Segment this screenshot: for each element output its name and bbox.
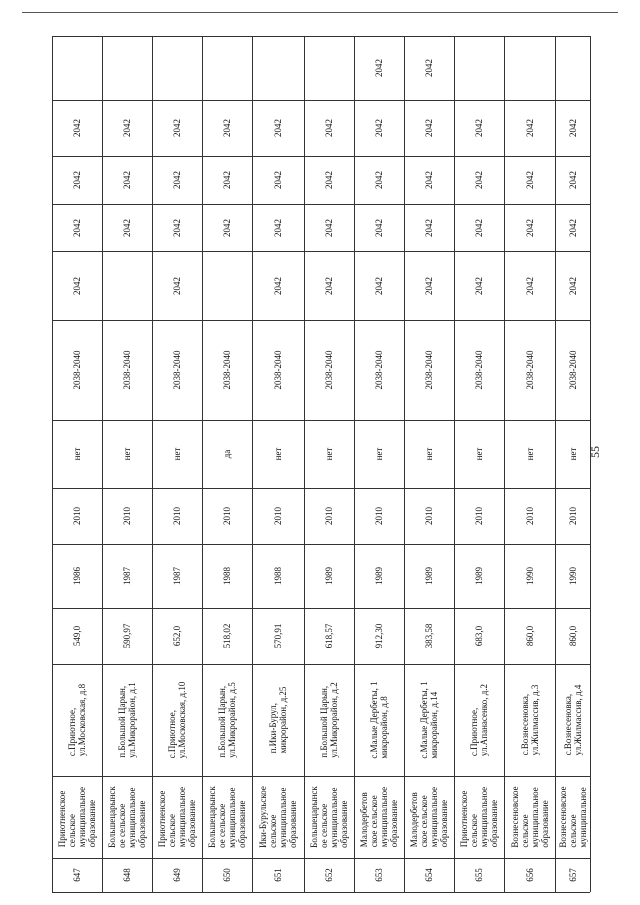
cell-text: 860,0 [567,625,578,647]
cell-year_a [202,488,252,544]
cell-mo [304,776,354,858]
cell-text: нет [374,447,384,461]
cell-y4 [202,100,252,156]
cell-text: нет [72,447,82,461]
cell-period [102,320,152,420]
cell-text: 2038-2040 [122,350,132,390]
cell-text: 2010 [374,507,384,525]
cell-y3 [304,156,354,204]
cell-y5 [504,36,555,100]
cell-y5 [152,36,202,100]
cell-y2 [102,204,152,251]
cell-text: 2042 [374,171,384,189]
cell-text: 1990 [524,567,535,585]
cell-text: с.Малые Дербеты, 1 микрорайон, д.14 [419,681,439,759]
cell-flag [555,420,590,488]
cell-mo [152,776,202,858]
cell-text: 2042 [222,218,232,237]
cell-year_a [152,488,202,544]
cell-y4 [102,100,152,156]
cell-text: 1987 [122,567,132,585]
cell-y2 [202,204,252,251]
cell-area [555,608,590,664]
cell-y3 [152,156,202,204]
cell-text: 2042 [273,218,283,237]
cell-text: 590,97 [122,623,132,649]
cell-period [304,320,354,420]
cell-n [404,858,454,892]
cell-text: нет [424,447,434,461]
cell-text: с.Приютное, ул.Московская, д.8 [67,683,87,757]
cell-text: 2042 [273,171,283,189]
cell-y1 [202,251,252,320]
cell-year_built [354,544,404,608]
top-rule [22,12,618,13]
cell-area [504,608,555,664]
cell-text: 2042 [424,171,434,189]
cell-text: 2042 [474,276,484,295]
cell-text: 2042 [567,276,578,295]
cell-n [152,858,202,892]
cell-text: 2042 [324,119,334,137]
cell-text: Ики-Бурульское сельское муниципальное образование [258,786,298,848]
cell-y5 [454,36,504,100]
cell-text: с.Вознесеновка, ул.Жилмассив, д.3 [519,684,540,756]
cell-text: 2042 [122,218,132,237]
cell-text: 2010 [72,507,82,525]
cell-y1 [252,251,304,320]
cell-y5 [354,36,404,100]
cell-text: Приютненское сельское муниципальное образование [459,786,499,848]
cell-n [304,858,354,892]
cell-year_a [454,488,504,544]
cell-text: 2038-2040 [273,350,283,390]
cell-n [504,858,555,892]
cell-addr [555,664,590,776]
cell-text: 2042 [567,218,578,237]
cell-text: Приютненское сельское муниципальное образование [57,786,97,848]
cell-text: 2038-2040 [172,350,182,390]
cell-flag [404,420,454,488]
cell-text: 2042 [72,119,82,137]
cell-flag [252,420,304,488]
data-table [52,36,590,892]
cell-flag [102,420,152,488]
cell-text: Большецарынск ое сельское муниципальное образование [309,786,349,848]
cell-addr [152,664,202,776]
cell-text: 2042 [474,119,484,137]
cell-area [404,608,454,664]
cell-flag [354,420,404,488]
cell-text: 2038-2040 [324,350,334,390]
cell-text: 2010 [222,507,232,525]
cell-text: 649 [172,868,182,882]
cell-addr [354,664,404,776]
column-divider [52,892,590,893]
cell-addr [454,664,504,776]
cell-text: 2042 [424,59,434,77]
cell-text: 1987 [172,567,182,585]
cell-y1 [555,251,590,320]
cell-text: 2042 [324,276,334,295]
cell-y3 [102,156,152,204]
cell-y1 [504,251,555,320]
cell-n [102,858,152,892]
cell-text: 1990 [567,567,578,585]
cell-text: 1986 [72,567,82,585]
cell-y2 [52,204,102,251]
cell-text: 648 [122,868,132,882]
cell-text: 2042 [273,276,283,295]
cell-text: да [222,449,232,459]
cell-text: Большецарынск ое сельское муниципальное образование [107,786,147,848]
cell-area [304,608,354,664]
cell-text: 1989 [374,567,384,585]
cell-y3 [504,156,555,204]
cell-y4 [304,100,354,156]
cell-text: Малодербетов ское сельское муниципальное образование [409,786,449,848]
cell-mo [102,776,152,858]
cell-text: нет [172,447,182,461]
cell-y4 [404,100,454,156]
cell-period [555,320,590,420]
cell-text: 2038-2040 [567,350,578,390]
cell-text: 2042 [122,171,132,189]
cell-text: 1989 [324,567,334,585]
cell-text: 2042 [524,171,535,189]
cell-text: нет [273,447,283,461]
cell-y1 [454,251,504,320]
cell-text: 2042 [172,171,182,189]
cell-y5 [52,36,102,100]
cell-y4 [504,100,555,156]
cell-text: п.Большой Царын, ул.Микрорайон, д.5 [217,682,237,758]
cell-text: 651 [273,868,283,882]
cell-text: 2042 [72,171,82,189]
cell-text: 912,30 [374,623,384,649]
cell-y1 [354,251,404,320]
cell-addr [202,664,252,776]
cell-text: 2038-2040 [222,350,232,390]
cell-text: 2010 [424,507,434,525]
cell-text: 647 [72,868,82,882]
cell-text: 657 [567,868,578,882]
cell-text: Вознесеновское сельское муниципальное образование [509,786,550,848]
cell-period [504,320,555,420]
cell-year_a [354,488,404,544]
cell-y4 [52,100,102,156]
cell-mo [404,776,454,858]
cell-y3 [252,156,304,204]
cell-text: 2042 [324,218,334,237]
cell-y2 [404,204,454,251]
cell-year_built [252,544,304,608]
cell-text: с.Вознесеновка, ул.Жилмассив, д.4 [562,684,583,756]
cell-y1 [404,251,454,320]
cell-period [252,320,304,420]
cell-year_built [304,544,354,608]
cell-area [354,608,404,664]
cell-y3 [404,156,454,204]
cell-text: 383,58 [424,623,434,649]
cell-area [252,608,304,664]
cell-text: Приютненское сельское муниципальное образование [157,786,197,848]
cell-text: 2038-2040 [474,350,484,390]
cell-text: 2038-2040 [524,350,535,390]
cell-text: 2010 [172,507,182,525]
cell-text: 2010 [122,507,132,525]
cell-text: п.Большой Царын, ул.Микрорайон, д.2 [319,682,339,758]
cell-y5 [202,36,252,100]
cell-addr [52,664,102,776]
cell-n [52,858,102,892]
cell-area [202,608,252,664]
cell-mo [52,776,102,858]
cell-flag [152,420,202,488]
cell-mo [252,776,304,858]
cell-text: 2038-2040 [424,350,434,390]
cell-y1 [152,251,202,320]
cell-mo [454,776,504,858]
cell-text: 549,0 [72,625,82,647]
cell-text: 2010 [273,507,283,525]
cell-text: нет [524,447,535,461]
cell-y2 [354,204,404,251]
cell-addr [304,664,354,776]
cell-year_a [102,488,152,544]
cell-text: 2042 [424,276,434,295]
cell-text: 2042 [172,218,182,237]
cell-text: с.Приютное, ул.Апанасенко, д.2 [469,683,489,757]
cell-y1 [52,251,102,320]
cell-y2 [152,204,202,251]
cell-text: Малодербетов ское сельское муниципальное образование [359,786,399,848]
cell-y4 [354,100,404,156]
cell-text: 2042 [374,119,384,137]
cell-y5 [304,36,354,100]
cell-text: 1988 [222,567,232,585]
cell-addr [404,664,454,776]
cell-text: 2042 [72,218,82,237]
cell-text: 655 [474,868,484,882]
cell-text: 652,0 [172,625,182,647]
cell-text: 2042 [222,171,232,189]
cell-text: 518,02 [222,623,232,649]
cell-year_a [52,488,102,544]
cell-text: Вознесеновское сельское муниципальное [557,786,588,848]
cell-text: 2042 [273,119,283,137]
cell-period [454,320,504,420]
cell-text: 1989 [424,567,434,585]
cell-text: 656 [524,868,535,882]
cell-text: 2042 [424,218,434,237]
cell-flag [304,420,354,488]
cell-y4 [454,100,504,156]
cell-year_a [304,488,354,544]
cell-flag [202,420,252,488]
cell-text: 2042 [172,119,182,137]
cell-addr [252,664,304,776]
cell-text: 2042 [172,276,182,295]
cell-area [52,608,102,664]
cell-text: 2010 [474,507,484,525]
cell-text: с.Малые Дербеты, 1 микрорайон, д.8 [369,681,389,759]
cell-text: 2042 [374,59,384,77]
cell-year_built [152,544,202,608]
cell-text: 2042 [374,276,384,295]
cell-text: 618,57 [324,623,334,649]
cell-text: Большецарынск ое сельское муниципальное образование [207,786,247,848]
cell-text: 2042 [524,218,535,237]
cell-flag [454,420,504,488]
cell-text: 2010 [524,507,535,525]
cell-flag [504,420,555,488]
cell-y3 [52,156,102,204]
cell-period [202,320,252,420]
cell-text: 2042 [374,218,384,237]
cell-text: 2042 [122,119,132,137]
cell-y2 [555,204,590,251]
cell-flag [52,420,102,488]
cell-text: 2042 [567,119,578,137]
cell-year_a [555,488,590,544]
cell-y4 [252,100,304,156]
cell-year_built [454,544,504,608]
cell-text: 2042 [474,171,484,189]
cell-y2 [252,204,304,251]
cell-text: 860,0 [524,625,535,647]
cell-text: 2042 [567,171,578,189]
cell-year_a [252,488,304,544]
cell-y3 [555,156,590,204]
cell-text: 570,91 [273,623,283,649]
cell-text: 650 [222,868,232,882]
cell-text: п.Большой Царын, ул.Микрорайон, д.1 [117,682,137,758]
cell-text: п.Ики-Бурул, микрорайон, д.25 [268,686,288,754]
cell-y5 [404,36,454,100]
cell-n [454,858,504,892]
cell-y5 [102,36,152,100]
cell-n [555,858,590,892]
cell-y1 [102,251,152,320]
cell-y2 [304,204,354,251]
cell-year_a [404,488,454,544]
cell-text: 2038-2040 [374,350,384,390]
cell-n [202,858,252,892]
cell-text: 1989 [474,567,484,585]
cell-n [252,858,304,892]
cell-period [354,320,404,420]
cell-year_built [102,544,152,608]
cell-text: 683,0 [474,625,484,647]
cell-addr [504,664,555,776]
cell-period [404,320,454,420]
cell-text: 2042 [324,171,334,189]
cell-mo [354,776,404,858]
cell-year_built [202,544,252,608]
cell-y3 [202,156,252,204]
cell-text: 2010 [567,507,578,525]
cell-text: 2042 [524,276,535,295]
cell-text: нет [324,447,334,461]
cell-period [152,320,202,420]
cell-text: нет [567,447,578,461]
cell-text: с.Приютное, ул.Московская, д.10 [167,681,187,759]
cell-y4 [555,100,590,156]
cell-text: 1988 [273,567,283,585]
cell-y2 [454,204,504,251]
cell-y5 [252,36,304,100]
cell-text: 2010 [324,507,334,525]
cell-text: 653 [374,868,384,882]
cell-text: нет [122,447,132,461]
cell-text: 2042 [474,218,484,237]
cell-y5 [555,36,590,100]
cell-text: нет [474,447,484,461]
cell-text: 2042 [524,119,535,137]
cell-text: 652 [324,868,334,882]
cell-mo [202,776,252,858]
cell-year_a [504,488,555,544]
cell-y1 [304,251,354,320]
cell-year_built [555,544,590,608]
cell-text: 2042 [72,276,82,295]
cell-area [454,608,504,664]
cell-text: 2042 [222,119,232,137]
cell-year_built [404,544,454,608]
cell-year_built [504,544,555,608]
cell-text: 2038-2040 [72,350,82,390]
cell-y2 [504,204,555,251]
cell-mo [555,776,590,858]
cell-text: 2042 [424,119,434,137]
cell-period [52,320,102,420]
cell-y3 [354,156,404,204]
cell-addr [102,664,152,776]
cell-area [152,608,202,664]
cell-area [102,608,152,664]
cell-n [354,858,404,892]
cell-y3 [454,156,504,204]
cell-text: 654 [424,868,434,882]
cell-mo [504,776,555,858]
cell-year_built [52,544,102,608]
page-number: 55 [588,446,602,458]
cell-y4 [152,100,202,156]
